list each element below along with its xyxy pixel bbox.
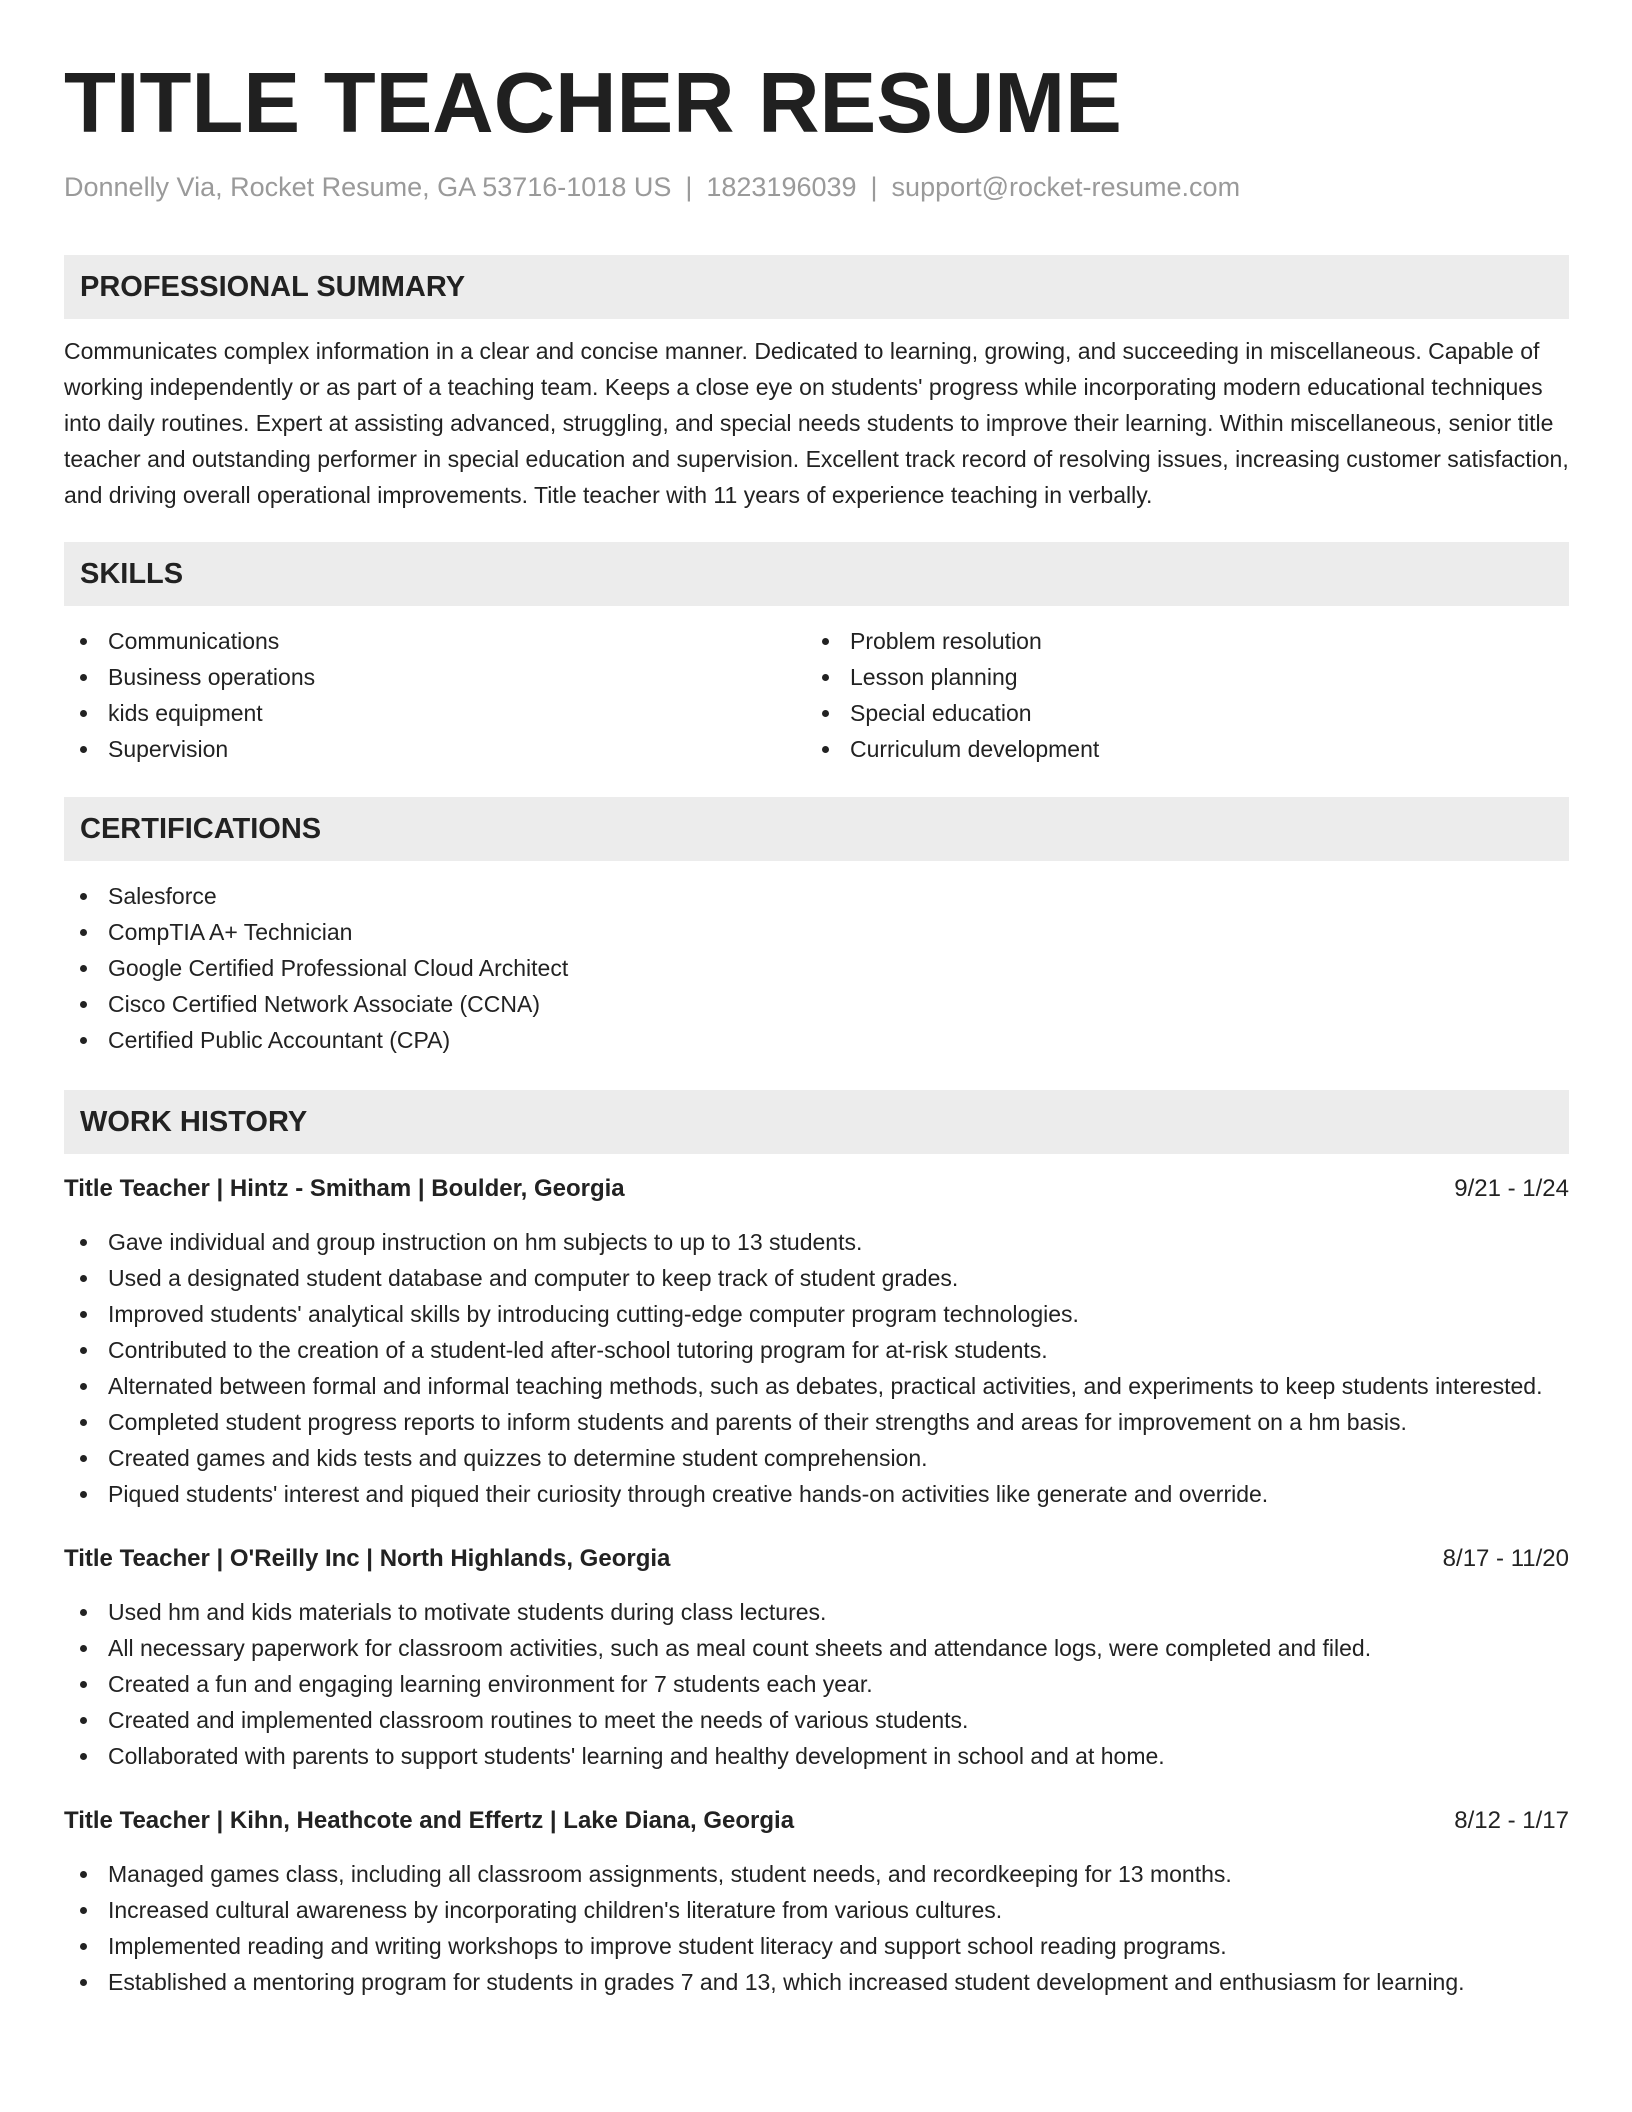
job-bullets	[64, 1224, 1569, 1512]
skill-item: Communications	[64, 623, 806, 659]
job-bullet: Created a fun and engaging learning environment for 7 students each year.	[64, 1666, 1569, 1702]
resume-title: TITLE TEACHER RESUME	[64, 56, 1122, 151]
contact-address: Donnelly Via, Rocket Resume, GA 53716-1018 US	[64, 172, 672, 202]
job-bullet: Used a designated student database and computer to keep track of student grades.	[64, 1260, 1569, 1296]
job-bullet: All necessary paperwork for classroom activities, such as meal count sheets and attendance logs, were completed and filed.	[64, 1630, 1569, 1666]
job-bullet: Established a mentoring program for students in grades 7 and 13, which increased student development and enthusiasm for learning.	[64, 1964, 1569, 2000]
job-bullet: Implemented reading and writing workshops to improve student literacy and support school reading programs.	[64, 1928, 1569, 1964]
certification-item: Cisco Certified Network Associate (CCNA)	[64, 986, 1569, 1022]
certifications-section	[64, 797, 1569, 1058]
summary-text: Communicates complex information in a clear and concise manner. Dedicated to learning, growing, and succeeding in miscellaneous. Capable of working independently or as part of a teaching team. Keeps a close eye on students' progress while incorporating modern educational techniques into daily routines. Expert at assisting advanced, struggling, and special needs students to improve their learning. Within miscellaneous, senior title teacher and outstanding performer in special education and supervision. Excellent track record of resolving issues, increasing customer satisfaction, and driving overall operational improvements. Title teacher with 11 years of experience teaching in verbally.	[64, 338, 1569, 508]
certifications-heading: CERTIFICATIONS	[64, 797, 1569, 861]
skill-item: Supervision	[64, 731, 806, 767]
summary-section	[64, 255, 1569, 513]
summary-heading: PROFESSIONAL SUMMARY	[64, 255, 1569, 319]
job-bullet: Created and implemented classroom routines to meet the needs of various students.	[64, 1702, 1569, 1738]
certification-item: Salesforce	[64, 878, 1569, 914]
job-title: Title Teacher | Hintz - Smitham | Boulder, Georgia	[64, 1175, 625, 1202]
skill-item: Lesson planning	[806, 659, 1548, 695]
job-bullet: Contributed to the creation of a student-led after-school tutoring program for at-risk students.	[64, 1332, 1569, 1368]
job-bullet: Completed student progress reports to inform students and parents of their strengths and areas for improvement on a hm basis.	[64, 1404, 1569, 1440]
job-bullet: Piqued students' interest and piqued their curiosity through creative hands-on activities like generate and override.	[64, 1476, 1569, 1512]
job-bullet: Managed games class, including all classroom assignments, student needs, and recordkeeping for 13 months.	[64, 1856, 1569, 1892]
skills-grid	[64, 623, 1569, 767]
job-bullet: Gave individual and group instruction on hm subjects to up to 13 students.	[64, 1224, 1569, 1260]
skill-item: Special education	[806, 695, 1548, 731]
work-history-section	[64, 1090, 1569, 2000]
job-entry	[64, 1804, 1569, 2000]
job-entry	[64, 1172, 1569, 1512]
job-bullet: Used hm and kids materials to motivate students during class lectures.	[64, 1594, 1569, 1630]
certification-item: Certified Public Accountant (CPA)	[64, 1022, 1569, 1058]
work-history-heading: WORK HISTORY	[64, 1090, 1569, 1154]
job-bullet: Collaborated with parents to support students' learning and healthy development in school and at home.	[64, 1738, 1569, 1774]
contact-separator: |	[685, 172, 693, 202]
skill-item: kids equipment	[64, 695, 806, 731]
skills-column-left	[64, 623, 806, 767]
job-header	[64, 1172, 1569, 1206]
certifications-list	[64, 878, 1569, 1058]
skill-item: Problem resolution	[806, 623, 1548, 659]
job-entry	[64, 1542, 1569, 1774]
job-bullet: Increased cultural awareness by incorporating children's literature from various cultures.	[64, 1892, 1569, 1928]
contact-separator: |	[870, 172, 878, 202]
skills-heading: SKILLS	[64, 542, 1569, 606]
contact-email: support@rocket-resume.com	[891, 172, 1241, 202]
certification-item: Google Certified Professional Cloud Architect	[64, 950, 1569, 986]
certification-item: CompTIA A+ Technician	[64, 914, 1569, 950]
contact-phone: 1823196039	[706, 172, 857, 202]
job-bullets	[64, 1856, 1569, 2000]
job-dates: 9/21 - 1/24	[1454, 1175, 1569, 1202]
job-header	[64, 1542, 1569, 1576]
skills-column-right	[806, 623, 1548, 767]
skills-section	[64, 542, 1569, 767]
skill-item: Curriculum development	[806, 731, 1548, 767]
resume-page	[64, 0, 1569, 2000]
job-bullets	[64, 1594, 1569, 1774]
job-bullet: Created games and kids tests and quizzes to determine student comprehension.	[64, 1440, 1569, 1476]
job-dates: 8/12 - 1/17	[1454, 1807, 1569, 1834]
job-header	[64, 1804, 1569, 1838]
job-title: Title Teacher | O'Reilly Inc | North Highlands, Georgia	[64, 1545, 671, 1572]
contact-line	[64, 170, 1569, 204]
job-bullet: Improved students' analytical skills by introducing cutting-edge computer program technologies.	[64, 1296, 1569, 1332]
job-title: Title Teacher | Kihn, Heathcote and Effertz | Lake Diana, Georgia	[64, 1807, 795, 1834]
job-bullet: Alternated between formal and informal teaching methods, such as debates, practical activities, and experiments to keep students interested.	[64, 1368, 1569, 1404]
job-dates: 8/17 - 11/20	[1442, 1545, 1569, 1572]
skill-item: Business operations	[64, 659, 806, 695]
